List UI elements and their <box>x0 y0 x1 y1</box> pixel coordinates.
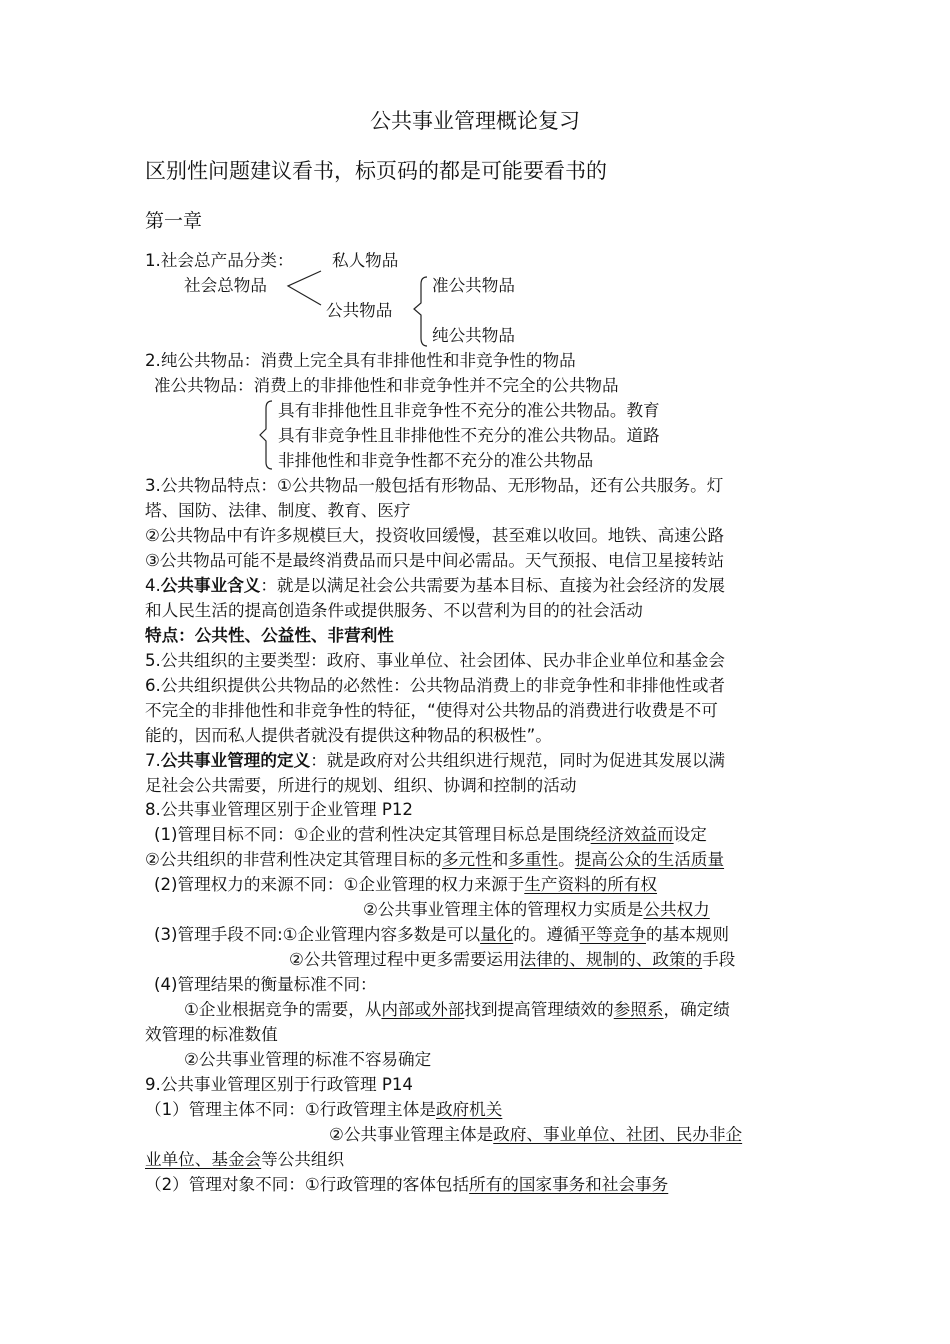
s8-result-heading: (4)管理结果的衡量标准不同： <box>154 975 377 994</box>
s2-quasi-line: 准公共物品：消费上的非排他性和非竞争性并不完全的公共物品 <box>154 376 619 395</box>
s9-subject-line-2 <box>329 1123 742 1147</box>
s8-result-underline-1: 内部或外部 <box>381 1000 465 1019</box>
s4-text: ：就是以满足社会公共需要为基本目标、直接为社会经济的发展 <box>260 576 726 595</box>
s8-means2-text-2: 手段 <box>702 950 736 969</box>
s8-goal-underline-1: 经济效益而 <box>590 825 674 844</box>
s8-power-line-2 <box>363 898 710 922</box>
s2-quasi-type-2: 具有非竞争性且非排他性不充分的准公共物品。道路 <box>278 426 660 445</box>
s4-term: 公共事业含义 <box>160 576 261 595</box>
classification-fork <box>288 271 321 305</box>
s8-goal-text-2: 设定 <box>673 825 707 844</box>
s8-goal-line-1 <box>154 823 707 847</box>
s4-features: 特点：公共性、公益性、非营利性 <box>145 626 394 645</box>
s9-object-line-1 <box>145 1173 668 1197</box>
s2-pure-line: 2.纯公共物品：消费上完全具有非排他性和非竞争性的物品 <box>145 351 576 370</box>
s8-goal2-underline-3: 提高公众的生活质量 <box>574 850 725 869</box>
s8-result-text-1: ①企业根据竞争的需要，从 <box>184 1000 382 1019</box>
s7-number: 7. <box>145 751 161 770</box>
s7-term: 公共事业管理的定义 <box>160 751 311 770</box>
s6-line-3: 能的，因而私人提供者就没有提供这种物品的积极性”。 <box>145 726 552 745</box>
s8-means-line-2 <box>289 948 735 972</box>
s7-line-2: 足社会公共需要，所进行的规划、组织、协调和控制的活动 <box>145 776 577 795</box>
s8-result-line-1 <box>184 998 730 1022</box>
s9-heading: 9.公共事业管理区别于行政管理 P14 <box>145 1075 413 1094</box>
s8-goal2-text-2: 和 <box>491 850 509 869</box>
private-goods-label: 私人物品 <box>332 251 399 270</box>
s8-result-text-2: 找到提高管理绩效的 <box>464 1000 614 1019</box>
s8-result-underline-2: 参照系 <box>613 1000 664 1019</box>
s8-goal-line-2 <box>145 848 724 872</box>
s9-subject2-underline: 政府、事业单位、社团、民办非企 <box>493 1125 743 1144</box>
quasi-goods-brace <box>260 401 272 469</box>
s8-means2-text-1: ②公共管理过程中更多需要运用 <box>289 950 520 969</box>
s8-means-underline-2: 平等竞争 <box>579 925 647 944</box>
page-subtitle: 区别性问题建议看书，标页码的都是可能要看书的 <box>145 159 607 183</box>
s9-subject2-text: ②公共事业管理主体是 <box>329 1125 494 1144</box>
total-goods-label: 社会总物品 <box>184 276 267 295</box>
s8-power-text-1: (2)管理权力的来源不同：①企业管理的权力来源于 <box>154 875 525 894</box>
page-title: 公共事业管理概论复习 <box>370 109 580 133</box>
s9-subject3-text: 等公共组织 <box>261 1150 345 1169</box>
s9-object-underline-1: 所有的国家事务和社会事务 <box>469 1175 669 1194</box>
s9-subject-text-1: （1）管理主体不同：①行政管理主体是 <box>145 1100 436 1119</box>
s3-line-3: ②公共物品中有许多规模巨大，投资收回缓慢，甚至难以收回。地铁、高速公路 <box>145 526 725 545</box>
public-goods-label: 公共物品 <box>326 301 393 320</box>
s8-power-line-1 <box>154 873 657 897</box>
s7-text: ：就是政府对公共组织进行规范，同时为促进其发展以满 <box>310 751 726 770</box>
s8-result-line-2: 效管理的标准数值 <box>145 1025 278 1044</box>
s8-means-text-2: 的。遵循 <box>513 925 580 944</box>
s2-quasi-type-3: 非排他性和非竞争性都不充分的准公共物品 <box>278 451 594 470</box>
s4-line-2: 和人民生活的提高创造条件或提供服务、不以营利为目的的社会活动 <box>145 601 643 620</box>
s8-goal2-text-1: ②公共组织的非营利性决定其管理目标的 <box>145 850 442 869</box>
pure-public-goods-label: 纯公共物品 <box>432 326 515 345</box>
s8-goal2-text-3: 。 <box>558 850 575 869</box>
s5-line: 5.公共组织的主要类型：政府、事业单位、社会团体、民办非企业单位和基金会 <box>145 651 726 670</box>
s9-subject3-underline: 业单位、基金会 <box>145 1150 262 1169</box>
s8-goal2-underline-1: 多元性 <box>441 850 492 869</box>
chapter-heading: 第一章 <box>145 210 203 232</box>
s9-subject-line-3 <box>145 1148 344 1172</box>
public-goods-brace <box>414 277 427 346</box>
s8-means2-underline: 法律的、规制的、政策的 <box>519 950 703 969</box>
s8-means-text-1: (3)管理手段不同:①企业管理内容多数是可以 <box>154 925 481 944</box>
s4-line-1 <box>145 574 725 598</box>
s8-power2-underline: 公共权力 <box>643 900 710 919</box>
s8-result-text-3: ，确定绩 <box>663 1000 730 1019</box>
s3-line-1: 3.公共物品特点：①公共物品一般包括有形物品、无形物品，还有公共服务。灯 <box>145 476 724 495</box>
s9-subject-line-1 <box>145 1098 502 1122</box>
s6-line-1: 6.公共组织提供公共物品的必然性：公共物品消费上的非竞争性和非排他性或者 <box>145 676 726 695</box>
s8-means-line-1 <box>154 923 729 947</box>
s8-power-underline-1: 生产资料的所有权 <box>524 875 658 894</box>
s2-quasi-type-1: 具有非排他性且非竞争性不充分的准公共物品。教育 <box>278 401 660 420</box>
s8-heading: 8.公共事业管理区别于企业管理 P12 <box>145 800 413 819</box>
s4-number: 4. <box>145 576 161 595</box>
s8-power2-text: ②公共事业管理主体的管理权力实质是 <box>363 900 644 919</box>
s8-means-text-3: 的基本规则 <box>646 925 729 944</box>
s8-goal2-underline-2: 多重性 <box>508 850 559 869</box>
s8-goal-text-1: (1)管理目标不同：①企业的营利性决定其管理目标总是围绕 <box>154 825 591 844</box>
s3-line-4: ③公共物品可能不是最终消费品而只是中间必需品。天气预报、电信卫星接转站 <box>145 551 725 570</box>
s9-object-text-1: （2）管理对象不同：①行政管理的客体包括 <box>145 1175 470 1194</box>
s1-heading: 1.社会总产品分类： <box>145 251 294 270</box>
s7-line-1 <box>145 749 725 773</box>
s6-line-2: 不完全的非排他性和非竞争性的特征，“使得对公共物品的消费进行收费是不可 <box>145 701 718 720</box>
s8-means-underline-1: 量化 <box>480 925 514 944</box>
s3-line-2: 塔、国防、法律、制度、教育、医疗 <box>145 501 411 520</box>
s9-subject-underline-1: 政府机关 <box>435 1100 503 1119</box>
s8-result-line-3: ②公共事业管理的标准不容易确定 <box>184 1050 432 1069</box>
quasi-public-goods-label: 准公共物品 <box>432 276 515 295</box>
